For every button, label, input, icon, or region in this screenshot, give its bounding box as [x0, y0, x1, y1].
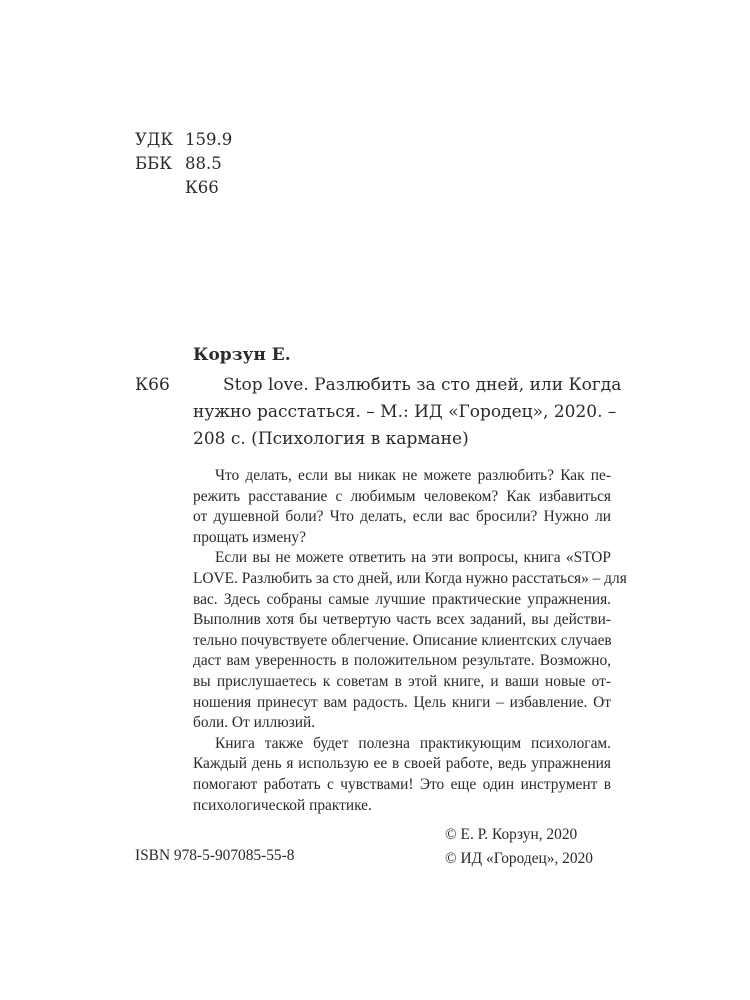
bbk-row — [135, 152, 232, 176]
copyright-publisher: © ИД «Городец», 2020 — [445, 850, 593, 867]
udk-value: 159.9 — [185, 130, 233, 149]
annotation-line: режить расставание с любимым человеком? Как избавиться — [193, 487, 611, 505]
udk-label: УДК — [135, 130, 174, 149]
bbk-value: 88.5 — [185, 154, 222, 173]
annotation-line: вы прислушаетесь к советам в этой книге, и ваши новые от- — [193, 672, 611, 690]
annotation-line: Каждый день я использую ее в своей работе, ведь упражнения — [193, 755, 611, 773]
biblio-line: нужно расстаться. – М.: ИД «Городец», 2020. – — [193, 402, 617, 422]
copyright-notices — [445, 823, 593, 871]
biblio-line: 208 с. (Психология в кармане) — [193, 429, 469, 449]
author-mark: К66 — [185, 178, 219, 197]
author-mark-row — [135, 176, 232, 200]
index-code: К66 — [135, 375, 170, 395]
bibliographic-record — [193, 372, 622, 453]
udk-row — [135, 128, 232, 152]
annotation-line: вас. Здесь собраны самые лучшие практические упражнения. — [193, 590, 611, 608]
classification-block — [135, 128, 232, 200]
annotation-line: Книга также будет полезна практикующим психологам. — [215, 734, 611, 752]
annotation — [193, 466, 627, 816]
annotation-line: Что делать, если вы никак не можете разлюбить? Как пе- — [215, 467, 611, 484]
annotation-line: тельно почувствуете облегчение. Описание клиентских случаев — [193, 631, 612, 649]
annotation-line: от душевной боли? Что делать, если вас бросили? Нужно ли — [193, 508, 611, 526]
annotation-line: даст вам уверенность в положительном результате. Возможно, — [193, 652, 611, 670]
bbk-label: ББК — [135, 154, 173, 173]
annotation-line: LOVE. Разлюбить за сто дней, или Когда нужно расстаться» – для — [193, 569, 627, 587]
annotation-line: ношения принесут вам радость. Цель книги – избавление. От — [193, 693, 611, 711]
annotation-line: прощать измену? — [193, 528, 306, 546]
annotation-line: помогают работать с чувствами! Это еще один инструмент в — [193, 775, 611, 793]
annotation-line: Выполнив хотя бы четвертую часть всех заданий, вы действи- — [193, 611, 611, 629]
copyright-author: © Е. Р. Корзун, 2020 — [445, 826, 578, 843]
isbn: ISBN 978-5-907085-55-8 — [135, 847, 295, 864]
annotation-line: боли. От иллюзий. — [193, 714, 316, 732]
annotation-line: Если вы не можете ответить на эти вопросы, книга «STOP — [215, 549, 611, 567]
annotation-line: психологической практике. — [193, 796, 372, 814]
author-name: Корзун Е. — [193, 345, 291, 365]
biblio-line: Stop love. Разлюбить за сто дней, или Когда — [223, 375, 622, 395]
